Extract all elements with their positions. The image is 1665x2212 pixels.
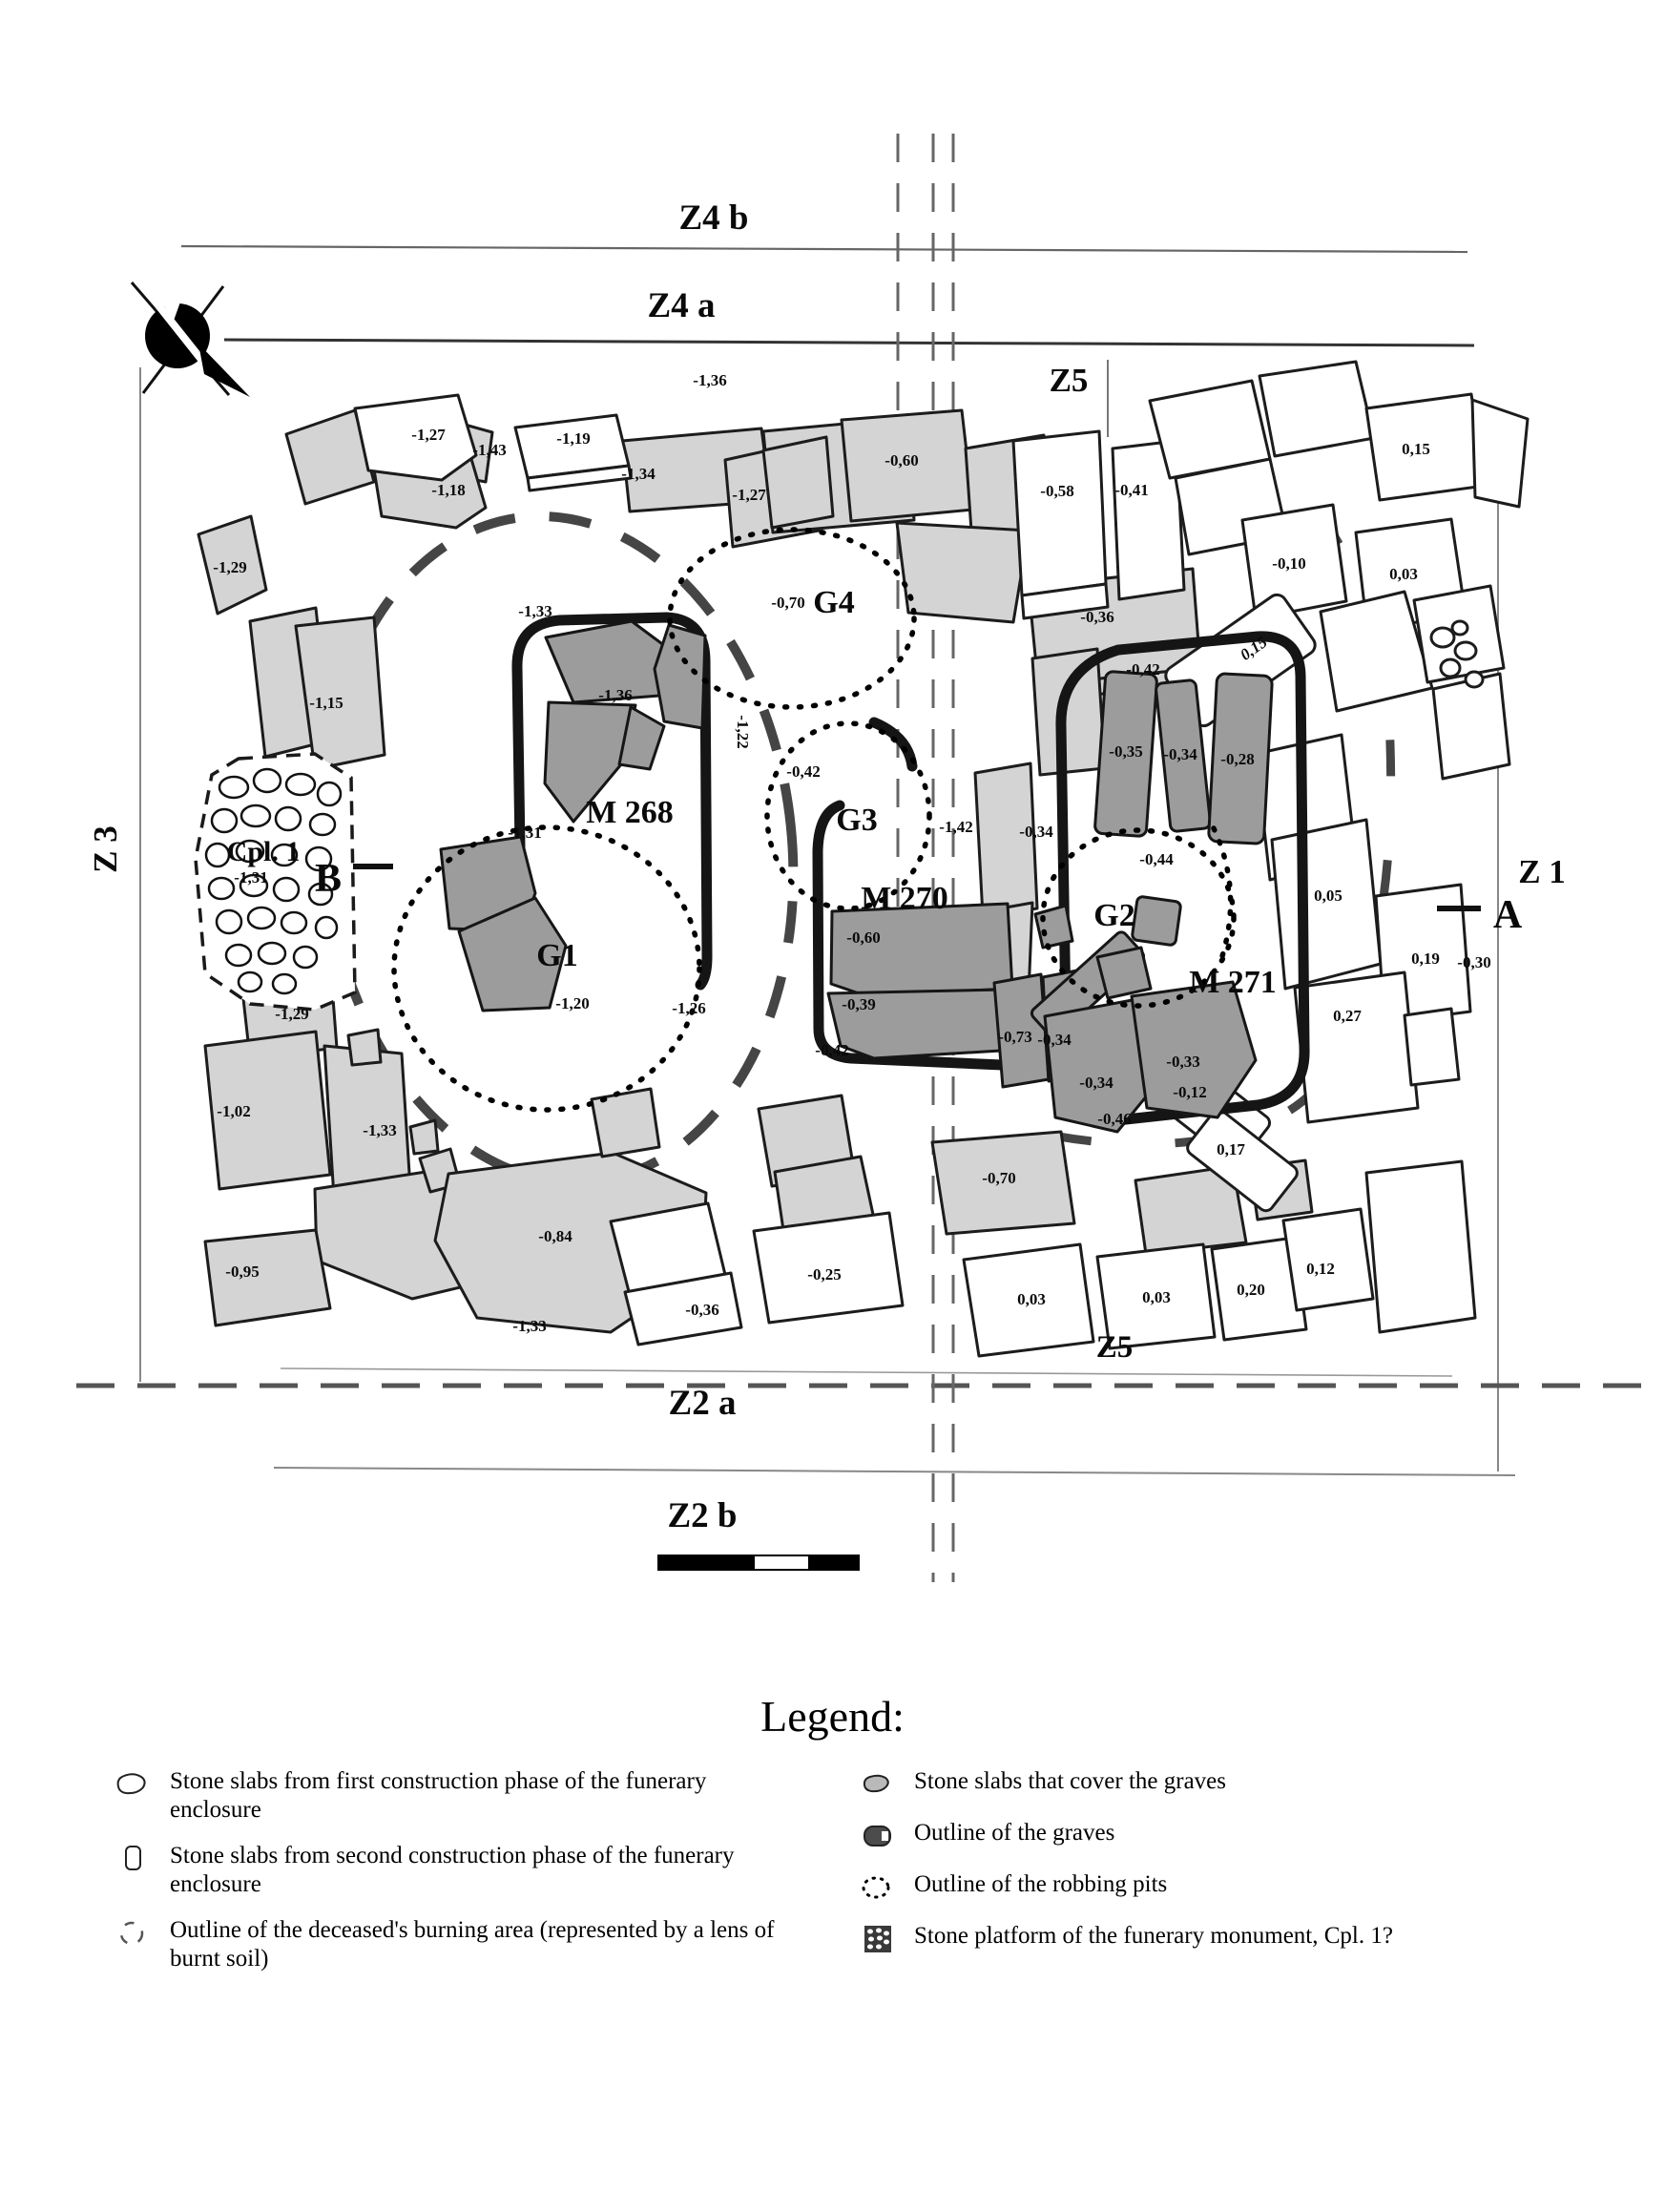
feature-label: M 268 bbox=[586, 795, 674, 830]
elevation-label: -1,29 bbox=[213, 558, 247, 576]
elevation-label: -1,18 bbox=[431, 481, 466, 499]
elevation-label: -1,33 bbox=[363, 1121, 397, 1139]
legend-item-label: Stone platform of the funerary monument, Cpl. 1? bbox=[914, 1923, 1393, 1949]
section-label: Z2 a bbox=[668, 1384, 737, 1423]
elevation-label: -0,34 bbox=[1079, 1074, 1113, 1092]
elevation-label: -1,33 bbox=[512, 1317, 547, 1335]
stone-platform-icon bbox=[857, 1922, 899, 1956]
elevation-label: -0,34 bbox=[1019, 823, 1053, 841]
elevation-label: -1,29 bbox=[275, 1005, 309, 1023]
elevation-label: -0,30 bbox=[1457, 953, 1491, 971]
legend-item-label: Stone slabs from second construction phase of the funerary enclosure bbox=[170, 1843, 735, 1897]
elevation-label: -1,36 bbox=[598, 686, 633, 704]
elevation-label: -0,42 bbox=[1126, 660, 1160, 678]
feature-label: G2 bbox=[1093, 898, 1135, 933]
elevation-label: -0,42 bbox=[815, 1041, 849, 1059]
feature-label: G3 bbox=[836, 803, 878, 838]
elevation-label: 0,12 bbox=[1306, 1260, 1335, 1278]
elevation-label: -1,20 bbox=[555, 994, 590, 1012]
legend-item bbox=[857, 1819, 1582, 1853]
elevation-label: -0,73 bbox=[998, 1028, 1032, 1046]
section-label: Z5 bbox=[1049, 362, 1089, 399]
elevation-label: -0,95 bbox=[225, 1263, 260, 1281]
elevation-label: -0,35 bbox=[1109, 742, 1143, 761]
elevation-label: -0,42 bbox=[786, 762, 821, 781]
section-label: Z5 bbox=[1095, 1330, 1134, 1365]
first-phase-stone-icon bbox=[113, 1767, 155, 1802]
elevation-label: -0,28 bbox=[1220, 750, 1255, 768]
feature-label: M 270 bbox=[861, 881, 948, 916]
robbing-pit-icon bbox=[857, 1870, 899, 1905]
legend-item bbox=[857, 1767, 1582, 1802]
elevation-label: -0,10 bbox=[1272, 554, 1306, 573]
legend-right-column bbox=[857, 1767, 1582, 1973]
feature-label: G1 bbox=[536, 938, 578, 973]
grave-outline-icon bbox=[857, 1819, 899, 1853]
elevation-label: 0,05 bbox=[1314, 887, 1342, 905]
section-label: Z4 a bbox=[647, 286, 716, 325]
elevation-label: -1,27 bbox=[411, 426, 446, 444]
legend-item bbox=[113, 1842, 838, 1899]
second-phase-stone-icon bbox=[113, 1842, 155, 1876]
elevation-label: -1,19 bbox=[556, 429, 591, 448]
elevation-label: -0,12 bbox=[1173, 1083, 1207, 1101]
legend bbox=[0, 1691, 1665, 1972]
elevation-label: -0,46 bbox=[1097, 1110, 1132, 1128]
elevation-label: -0,70 bbox=[982, 1169, 1016, 1187]
feature-label: Cpl. 1 bbox=[226, 836, 301, 867]
scale-bar bbox=[658, 1555, 859, 1570]
elevation-label: -0,58 bbox=[1040, 482, 1074, 500]
section-label: Z 1 bbox=[1518, 853, 1566, 890]
elevation-label: -1,31 bbox=[508, 824, 542, 842]
feature-label: G4 bbox=[813, 585, 855, 620]
elevation-label: -1,26 bbox=[672, 999, 706, 1017]
elevation-label: -0,36 bbox=[1080, 608, 1114, 626]
section-label: Z4 b bbox=[678, 198, 749, 238]
section-label: Z 3 bbox=[87, 825, 124, 873]
elevation-label: -0,34 bbox=[1163, 745, 1197, 763]
elevation-label: -0,36 bbox=[685, 1301, 719, 1319]
legend-item-label: Outline of the graves bbox=[914, 1820, 1115, 1846]
elevation-label: 0,03 bbox=[1142, 1288, 1171, 1306]
elevation-label: 0,03 bbox=[1017, 1290, 1046, 1308]
legend-item bbox=[113, 1767, 838, 1825]
elevation-label: 0,20 bbox=[1237, 1281, 1265, 1299]
elevation-label: 0,19 bbox=[1411, 949, 1440, 968]
elevation-label: -0,60 bbox=[885, 451, 919, 470]
elevation-label: -1,27 bbox=[732, 486, 766, 504]
elevation-label: -1,34 bbox=[621, 465, 656, 483]
elevation-label: -0,60 bbox=[846, 929, 881, 947]
elevation-label: -0,70 bbox=[771, 594, 805, 612]
robbing-pit-g4 bbox=[670, 530, 914, 707]
elevation-label: -0,33 bbox=[1166, 1053, 1200, 1071]
elevation-label: 0,17 bbox=[1217, 1140, 1245, 1158]
section-label: B bbox=[314, 857, 343, 901]
elevation-label: -1,31 bbox=[234, 868, 268, 887]
grave-cover-stone-icon bbox=[857, 1767, 899, 1802]
elevation-label: -0,44 bbox=[1139, 850, 1174, 868]
legend-item bbox=[857, 1922, 1582, 1956]
elevation-label: -1,42 bbox=[939, 818, 973, 836]
legend-item-label: Outline of the robbing pits bbox=[914, 1871, 1168, 1897]
legend-item-label: Outline of the deceased's burning area (represented by a lens of burnt soil) bbox=[170, 1917, 775, 1972]
elevation-label: -1,36 bbox=[693, 371, 727, 389]
elevation-label: -1,15 bbox=[309, 694, 343, 712]
legend-item-label: Stone slabs from first construction phase of the funerary enclosure bbox=[170, 1768, 707, 1823]
legend-item bbox=[857, 1870, 1582, 1905]
robbing-pit-arc bbox=[1214, 828, 1231, 956]
legend-item bbox=[113, 1916, 838, 1973]
elevation-label: -1,02 bbox=[217, 1102, 251, 1120]
section-label: Z2 b bbox=[667, 1496, 738, 1535]
elevation-label: -1,43 bbox=[472, 441, 507, 459]
feature-label: M 271 bbox=[1189, 965, 1277, 1000]
elevation-label: -0,39 bbox=[842, 995, 876, 1013]
elevation-label: 0,03 bbox=[1389, 565, 1418, 583]
legend-left-column bbox=[113, 1767, 838, 1991]
elevation-label: 0,15 bbox=[1237, 633, 1271, 664]
elevation-label: 0,27 bbox=[1333, 1007, 1362, 1025]
elevation-label: -0,41 bbox=[1114, 481, 1149, 499]
legend-item-label: Stone slabs that cover the graves bbox=[914, 1768, 1226, 1794]
elevation-label: -0,34 bbox=[1037, 1031, 1072, 1049]
burning-area-icon bbox=[113, 1916, 155, 1951]
elevation-label: -1,33 bbox=[518, 602, 552, 620]
elevation-label: -0,25 bbox=[807, 1265, 842, 1283]
elevation-label: -0,84 bbox=[538, 1227, 572, 1245]
grave-outline-m270-stub bbox=[874, 722, 912, 766]
elevation-label: 0,15 bbox=[1402, 440, 1430, 458]
section-label: A bbox=[1492, 893, 1523, 937]
elevation-label: -1,22 bbox=[734, 715, 752, 749]
legend-title: Legend: bbox=[760, 1692, 905, 1741]
